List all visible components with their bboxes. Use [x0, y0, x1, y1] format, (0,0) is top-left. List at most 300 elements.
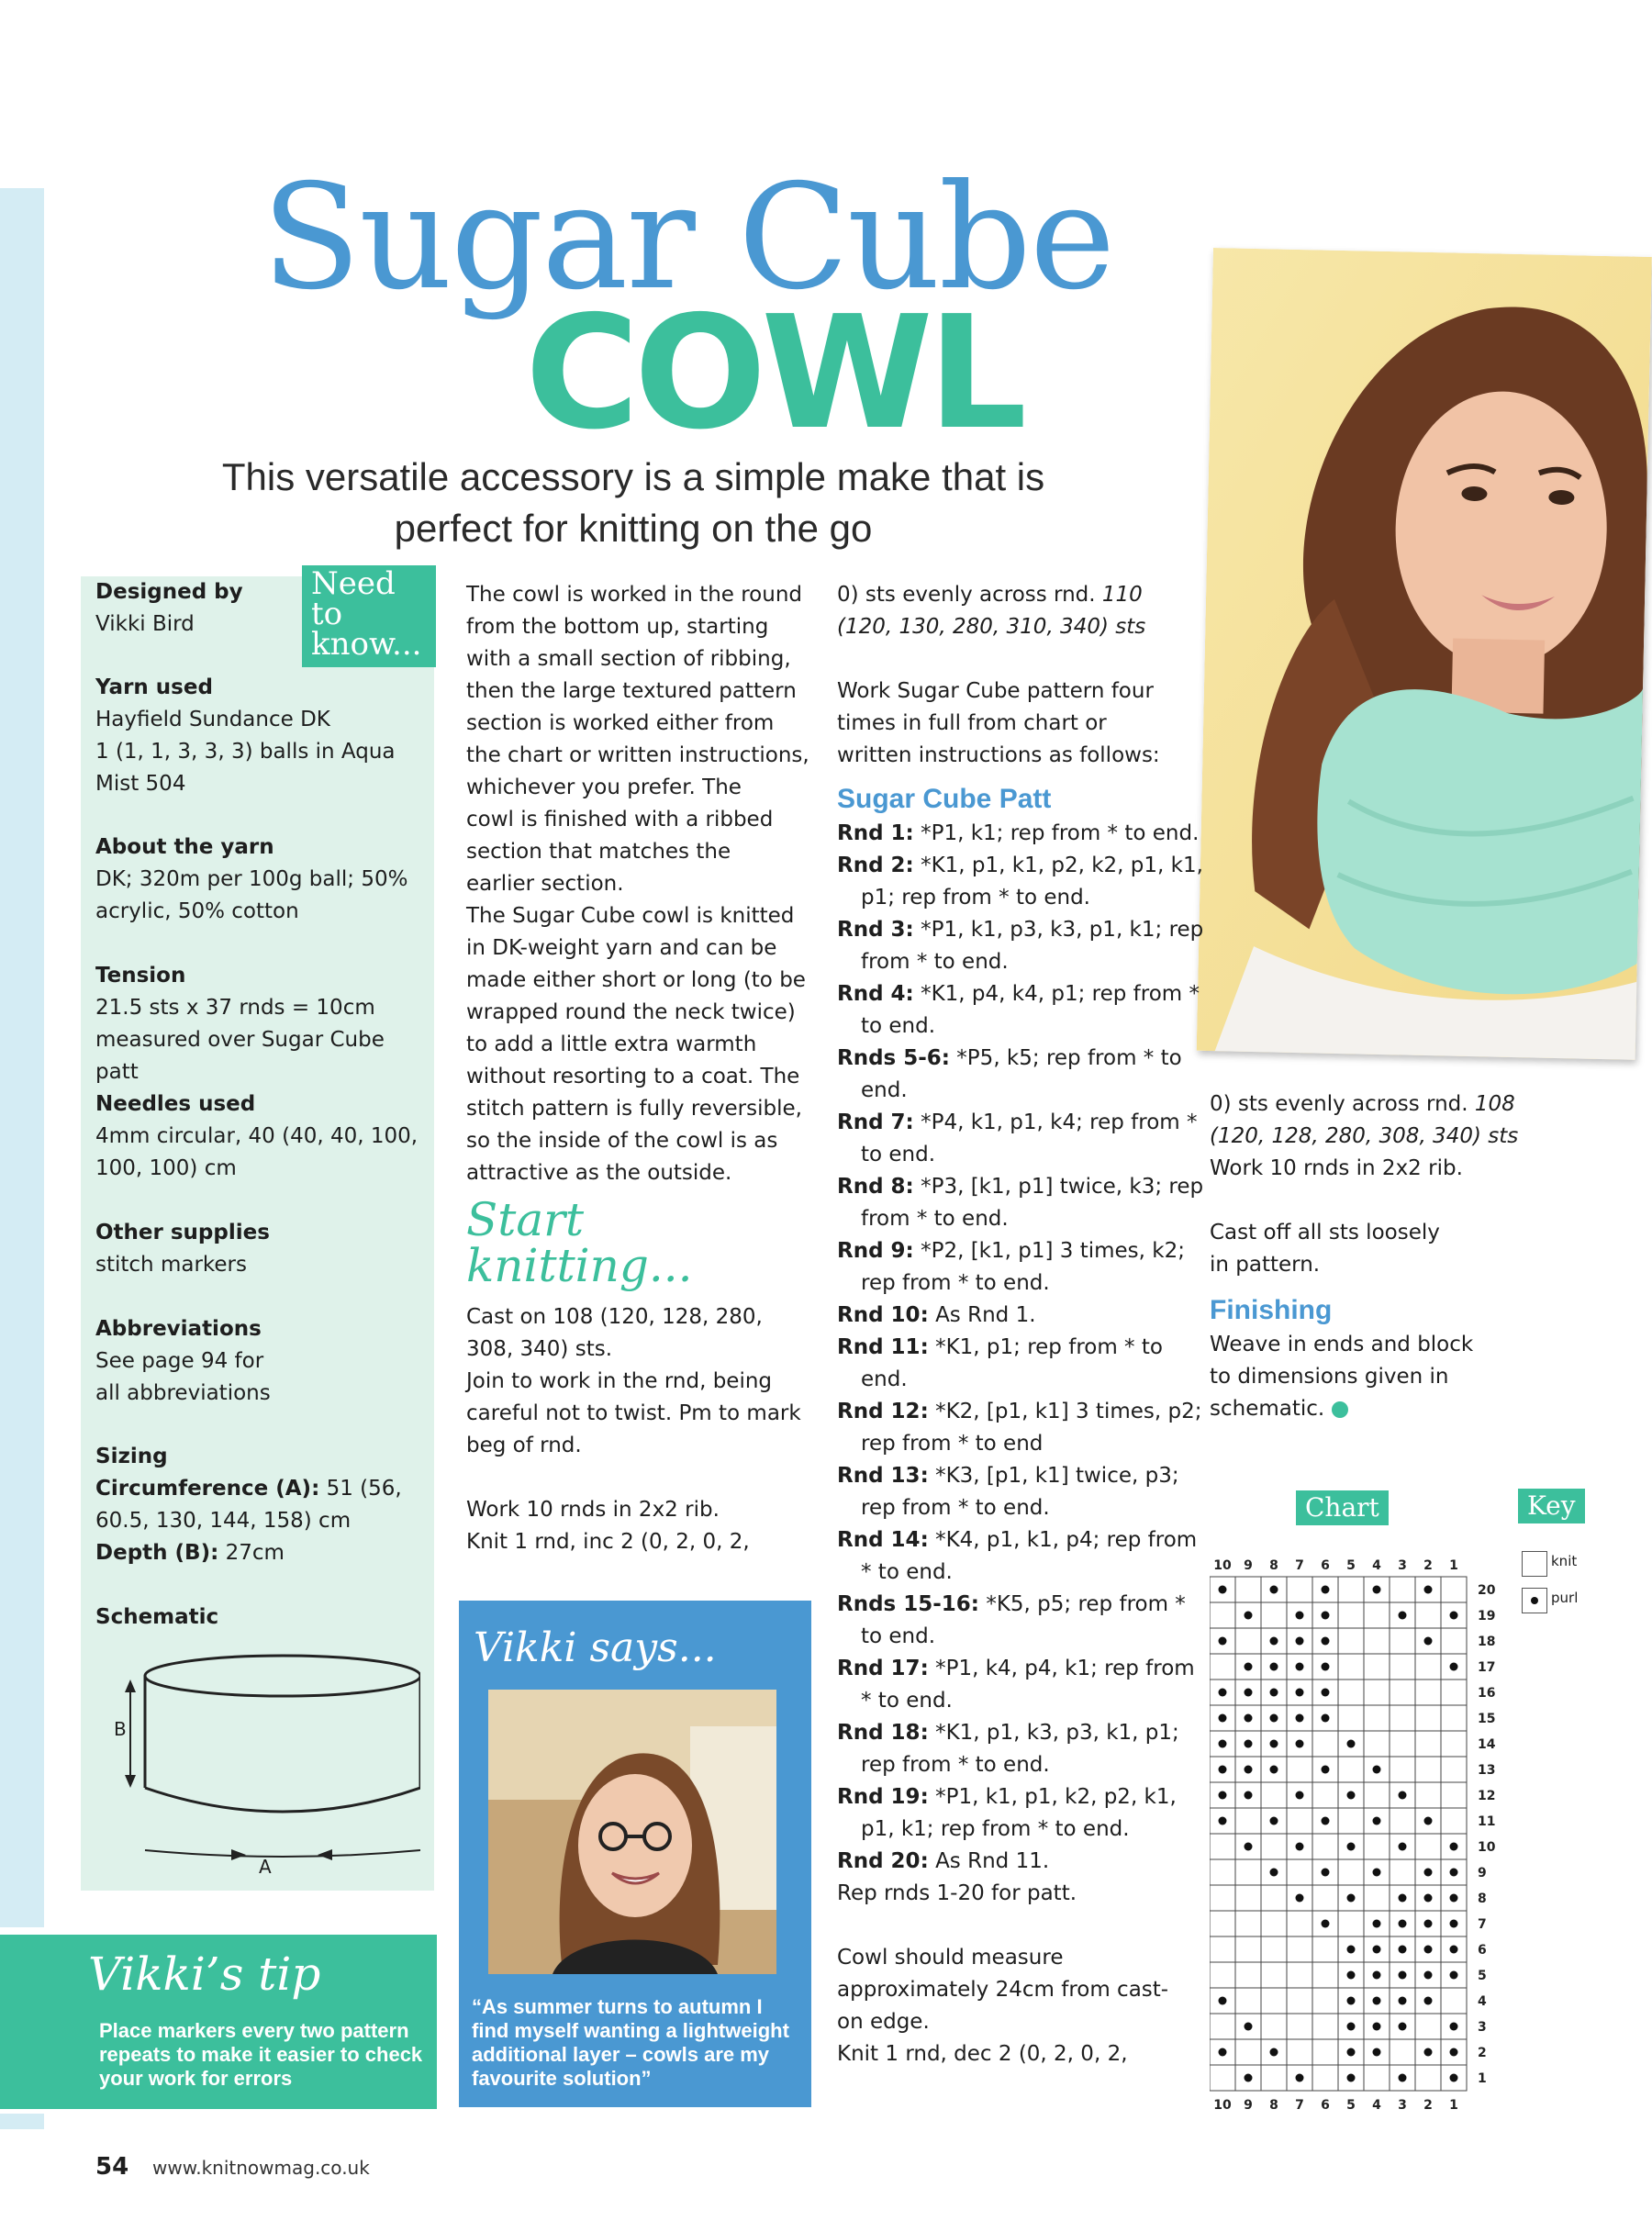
chart-cell — [1287, 1988, 1312, 2014]
start-line: 308, 340) sts. — [466, 1337, 613, 1361]
chart-row-label: 9 — [1478, 1866, 1487, 1880]
key-knit-swatch — [1522, 1551, 1547, 1577]
chart-purl-dot — [1219, 1740, 1227, 1748]
chart-cell — [1235, 1936, 1261, 1962]
chart-label: Chart — [1296, 1490, 1389, 1525]
chart-cell — [1261, 1988, 1287, 2014]
chart-cell — [1235, 1962, 1261, 1988]
chart-purl-dot — [1450, 1946, 1458, 1954]
chart-cell — [1364, 1834, 1390, 1859]
intro-line: The cowl is worked in the round — [466, 583, 803, 607]
chart-col-label-bottom: 3 — [1398, 2098, 1407, 2113]
chart-row-label: 20 — [1478, 1583, 1496, 1598]
chart-purl-dot — [1322, 1817, 1330, 1825]
chart-cell — [1338, 1602, 1364, 1628]
intro-line: wrapped round the neck twice) — [466, 1000, 796, 1024]
chart-cell — [1312, 2039, 1338, 2065]
left-accent-bar-bottom — [0, 2114, 44, 2129]
section-heading: Other supplies — [95, 1221, 270, 1244]
intro-line: the chart or written instructions, — [466, 743, 809, 767]
other-supplies-section — [95, 1217, 426, 1281]
chart-purl-dot — [1450, 1869, 1458, 1877]
chart-purl-dot — [1399, 1791, 1407, 1800]
chart-cell — [1210, 1602, 1235, 1628]
chart-col-label-top: 9 — [1244, 1558, 1253, 1573]
round-instruction — [837, 850, 1204, 914]
finishing-line: Weave in ends and block — [1210, 1333, 1474, 1356]
chart-purl-dot — [1270, 1714, 1278, 1723]
chart-purl-dot — [1296, 1894, 1304, 1903]
section-heading: Sizing — [95, 1445, 168, 1468]
chart-cell — [1390, 1680, 1415, 1705]
chart-purl-dot — [1322, 1869, 1330, 1877]
chart-cell — [1235, 1808, 1261, 1834]
chart-purl-dot — [1296, 1612, 1304, 1620]
chart-col-label-bottom: 2 — [1423, 2098, 1433, 2113]
round-instruction — [837, 1589, 1204, 1653]
section-heading: Yarn used — [95, 675, 213, 699]
chart-purl-dot — [1373, 1946, 1381, 1954]
section-line: 4mm circular, 40 (40, 40, 100, — [95, 1124, 419, 1148]
chart-col-label-top: 2 — [1423, 1558, 1433, 1573]
chart-row-label: 15 — [1478, 1712, 1496, 1726]
measure-line: approximately 24cm from cast- — [837, 1978, 1169, 2002]
chart-cell — [1441, 1577, 1467, 1602]
chart-cell — [1415, 1731, 1441, 1757]
chart-cell — [1390, 1757, 1415, 1782]
round-text: *P2, [k1, p1] 3 times, k2; rep from * to end. — [861, 1239, 1185, 1295]
chart-cell — [1261, 1936, 1287, 1962]
left-accent-bar — [0, 188, 44, 1927]
chart-cell — [1441, 1782, 1467, 1808]
chart-purl-dot — [1373, 1971, 1381, 1980]
round-label: Rnd 4: — [837, 982, 914, 1006]
chart-cell — [1441, 1705, 1467, 1731]
section-heading: Schematic — [95, 1605, 219, 1629]
round-instruction — [837, 1107, 1204, 1171]
chart-cell — [1441, 1757, 1467, 1782]
measure-line: Cowl should measure — [837, 1946, 1064, 1970]
chart-cell — [1210, 1859, 1235, 1885]
chart-purl-dot — [1424, 1920, 1433, 1928]
chart-cell — [1364, 1654, 1390, 1680]
start-line — [466, 1462, 820, 1494]
start-line: Knit 1 rnd, inc 2 (0, 2, 0, 2, — [466, 1530, 750, 1554]
chart-cell — [1415, 1782, 1441, 1808]
chart-purl-dot — [1296, 1791, 1304, 1800]
chart-cell — [1287, 1936, 1312, 1962]
round-label: Rnd 19: — [837, 1785, 929, 1809]
chart-cell — [1312, 1988, 1338, 2014]
round-instruction — [837, 1235, 1204, 1300]
chart-cell — [1390, 1731, 1415, 1757]
round-text: *K1, p1, k1, p2, k2, p1, k1, p1; rep from * to end. — [861, 854, 1203, 910]
chart-purl-dot — [1347, 1894, 1356, 1903]
col4-count: 108 — [1474, 1092, 1515, 1116]
chart-col-label-top: 1 — [1449, 1558, 1458, 1573]
intro-line: cowl is finished with a ribbed — [466, 808, 774, 831]
schematic-section — [95, 1601, 426, 1634]
chart-purl-dot — [1270, 1637, 1278, 1646]
chart-cell — [1364, 1705, 1390, 1731]
col3-top-counts: (120, 130, 280, 310, 340) sts — [837, 615, 1146, 639]
chart-purl-dot — [1219, 1637, 1227, 1646]
vikki-quote: “As summer turns to autumn I find myself wanting a lightweight additional layer – cowls are my favourite solution” — [472, 1995, 789, 2090]
chart-row-label: 7 — [1478, 1917, 1487, 1932]
chart-purl-dot — [1322, 1920, 1330, 1928]
chart-purl-dot — [1424, 1869, 1433, 1877]
need-to-know-panel — [81, 565, 434, 1891]
chart-purl-dot — [1245, 1766, 1253, 1774]
chart-cell — [1210, 1911, 1235, 1936]
round-instruction — [837, 1653, 1204, 1717]
round-instruction — [837, 914, 1204, 978]
round-text: *K2, [p1, k1] 3 times, p2; rep from * to end — [861, 1400, 1202, 1456]
chart-purl-dot — [1322, 1637, 1330, 1646]
intro-line: with a small section of ribbing, — [466, 647, 791, 671]
chart-cell — [1441, 1731, 1467, 1757]
chart-cell — [1364, 1782, 1390, 1808]
intro-column — [466, 579, 820, 1558]
chart-purl-dot — [1450, 1843, 1458, 1851]
intro-line: section is worked either from — [466, 711, 775, 735]
chart-purl-dot — [1270, 1817, 1278, 1825]
start-text — [466, 1301, 820, 1558]
chart-purl-dot — [1219, 1766, 1227, 1774]
section-line: 21.5 sts x 37 rnds = 10cm — [95, 996, 375, 1020]
chart-cell — [1210, 2065, 1235, 2091]
chart-purl-dot — [1450, 2074, 1458, 2082]
chart-purl-dot — [1270, 1689, 1278, 1697]
finishing-line: schematic. — [1210, 1397, 1325, 1421]
chart-cell — [1235, 1885, 1261, 1911]
round-label: Rnd 11: — [837, 1335, 929, 1359]
chart-cell — [1210, 1962, 1235, 1988]
key-knit-label: knit — [1551, 1553, 1578, 1569]
chart-cell — [1261, 1962, 1287, 1988]
chart-cell — [1312, 1936, 1338, 1962]
round-instruction — [837, 1524, 1204, 1589]
chart-cell — [1312, 1885, 1338, 1911]
chart-col-label-top: 3 — [1398, 1558, 1407, 1573]
start-line: beg of rnd. — [466, 1434, 582, 1457]
chart-row-label: 18 — [1478, 1635, 1496, 1649]
vikki-tip-box — [0, 1935, 437, 2109]
chart-cell — [1441, 1628, 1467, 1654]
col3-top-line: 0) sts evenly across rnd. — [837, 583, 1102, 607]
schematic-label-a: A — [259, 1856, 272, 1878]
chart-cell — [1390, 1705, 1415, 1731]
vikki-says-title: Vikki says... — [474, 1624, 717, 1671]
section-heading: Needles used — [95, 1092, 256, 1116]
circumference-label: Circumference (A): — [95, 1477, 320, 1501]
chart-row-label: 11 — [1478, 1814, 1496, 1829]
intro-line: then the large textured pattern — [466, 679, 797, 703]
chart-purl-dot — [1373, 1817, 1381, 1825]
chart-cell — [1287, 1577, 1312, 1602]
chart-cell — [1415, 2014, 1441, 2039]
chart-purl-dot — [1399, 1997, 1407, 2005]
chart-cell — [1287, 1911, 1312, 1936]
chart-row-label: 17 — [1478, 1660, 1496, 1675]
round-text: *K4, p1, k1, p4; rep from * to end. — [861, 1528, 1198, 1584]
chart-purl-dot — [1270, 1586, 1278, 1594]
chart-purl-dot — [1373, 2048, 1381, 2057]
chart-purl-dot — [1347, 1843, 1356, 1851]
key-purl-label: purl — [1551, 1590, 1579, 1606]
chart-purl-dot — [1296, 2074, 1304, 2082]
chart-purl-dot — [1373, 1997, 1381, 2005]
measure-line: Knit 1 rnd, dec 2 (0, 2, 0, 2, — [837, 2042, 1128, 2066]
intro-line: from the bottom up, starting — [466, 615, 769, 639]
chart-cell — [1364, 2065, 1390, 2091]
chart-row-label: 5 — [1478, 1969, 1487, 1983]
round-label: Rnd 8: — [837, 1175, 914, 1199]
chart-cell — [1312, 1834, 1338, 1859]
chart-purl-dot — [1270, 1766, 1278, 1774]
chart-purl-dot — [1424, 1817, 1433, 1825]
chart-cell — [1364, 1885, 1390, 1911]
chart-purl-dot — [1450, 1612, 1458, 1620]
chart-col-label-bottom: 6 — [1321, 2098, 1330, 2113]
yarn-used-section — [95, 672, 426, 800]
chart-cell — [1287, 2014, 1312, 2039]
chart-cell — [1261, 1782, 1287, 1808]
round-instruction — [837, 978, 1204, 1043]
designed-by-section — [95, 576, 426, 641]
chart-purl-dot — [1424, 1637, 1433, 1646]
chart-purl-dot — [1245, 1714, 1253, 1723]
chart-cell — [1415, 1705, 1441, 1731]
key-label: Key — [1518, 1489, 1585, 1523]
section-line: acrylic, 50% cotton — [95, 899, 299, 923]
chart-purl-dot — [1219, 1791, 1227, 1800]
chart-purl-dot — [1270, 1663, 1278, 1671]
chart-cell — [1390, 1628, 1415, 1654]
work-line: times in full from chart or — [837, 711, 1107, 735]
chart-purl-dot — [1424, 2048, 1433, 2057]
col4-line: 0) sts evenly across rnd. — [1210, 1092, 1475, 1116]
chart-row-label: 10 — [1478, 1840, 1496, 1855]
chart-purl-dot — [1399, 1971, 1407, 1980]
chart-cell — [1390, 1577, 1415, 1602]
model-photo-illustration — [1197, 248, 1652, 1060]
chart-cell — [1441, 1988, 1467, 2014]
chart-purl-dot — [1245, 1689, 1253, 1697]
chart-cell — [1338, 1705, 1364, 1731]
chart-cell — [1364, 1628, 1390, 1654]
round-instruction — [837, 1396, 1204, 1460]
chart-cell — [1415, 1834, 1441, 1859]
round-label: Rnds 5-6: — [837, 1046, 950, 1070]
circumference-value: 51 (56, — [319, 1477, 402, 1501]
chart-row-label: 14 — [1478, 1737, 1496, 1752]
chart-purl-dot — [1399, 2023, 1407, 2031]
sugar-cube-patt-heading: Sugar Cube Patt — [837, 784, 1052, 814]
chart-purl-dot — [1399, 1946, 1407, 1954]
chart-purl-dot — [1347, 2048, 1356, 2057]
chart-cell — [1415, 2065, 1441, 2091]
chart-purl-dot — [1450, 2023, 1458, 2031]
chart-cell — [1261, 1602, 1287, 1628]
chart-purl-dot — [1347, 1971, 1356, 1980]
round-instruction — [837, 1846, 1204, 1878]
pattern-column — [837, 579, 1204, 2070]
round-instruction — [837, 818, 1204, 850]
chart-purl-dot — [1296, 1663, 1304, 1671]
chart-purl-dot — [1322, 1714, 1330, 1723]
round-text: *K1, p4, k4, p1; rep from * to end. — [861, 982, 1200, 1038]
chart-purl-dot — [1245, 1740, 1253, 1748]
chart-cell — [1338, 1680, 1364, 1705]
work-line: written instructions as follows: — [837, 743, 1160, 767]
start-knitting-heading: Start knitting... — [466, 1193, 693, 1292]
intro-line: in DK-weight yarn and can be — [466, 936, 777, 960]
chart-cell — [1312, 2014, 1338, 2039]
chart-purl-dot — [1296, 1843, 1304, 1851]
chart-cell — [1364, 1680, 1390, 1705]
chart-purl-dot — [1270, 1740, 1278, 1748]
round-text: As Rnd 11. — [928, 1849, 1050, 1873]
chart-purl-dot — [1347, 1997, 1356, 2005]
chart-cell — [1261, 2014, 1287, 2039]
round-instruction — [837, 1043, 1204, 1107]
chart-purl-dot — [1296, 1689, 1304, 1697]
round-label: Rnd 7: — [837, 1110, 914, 1134]
round-label: Rnd 13: — [837, 1464, 929, 1488]
intro-line: without resorting to a coat. The — [466, 1065, 800, 1088]
chart-purl-dot — [1245, 1791, 1253, 1800]
chart-cell — [1210, 1654, 1235, 1680]
chart-cell — [1390, 2039, 1415, 2065]
chart-cell — [1235, 2039, 1261, 2065]
chart-cell — [1390, 1808, 1415, 1834]
chart-purl-dot — [1373, 1766, 1381, 1774]
chart-cell — [1235, 1628, 1261, 1654]
chart-purl-dot — [1347, 2023, 1356, 2031]
chart-col-label-top: 8 — [1269, 1558, 1278, 1573]
chart-col-label-bottom: 9 — [1244, 2098, 1253, 2113]
work-line: Work Sugar Cube pattern four — [837, 679, 1154, 703]
chart-purl-dot — [1424, 1946, 1433, 1954]
schematic-label-b: B — [114, 1718, 127, 1740]
chart-cell — [1338, 1628, 1364, 1654]
section-line: Vikki Bird — [95, 612, 195, 636]
round-text: *K3, [p1, k1] twice, p3; rep from * to end. — [861, 1464, 1179, 1520]
chart-col-label-top: 5 — [1346, 1558, 1356, 1573]
chart-purl-dot — [1399, 1843, 1407, 1851]
chart-cell — [1441, 1808, 1467, 1834]
chart-cell — [1338, 1757, 1364, 1782]
round-text: *P4, k1, p1, k4; rep from * to end. — [861, 1110, 1198, 1166]
round-instruction — [837, 1717, 1204, 1781]
chart-cell — [1312, 1782, 1338, 1808]
chart-cell — [1415, 1680, 1441, 1705]
round-text: *K1, p1, k3, p3, k1, p1; rep from * to end. — [861, 1721, 1179, 1777]
start-line: Cast on 108 (120, 128, 280, — [466, 1305, 763, 1329]
chart-purl-dot — [1296, 1740, 1304, 1748]
chart-purl-dot — [1270, 2048, 1278, 2057]
chart-purl-dot — [1373, 1586, 1381, 1594]
section-heading: Designed by — [95, 580, 243, 604]
section-line: all abbreviations — [95, 1381, 271, 1405]
chart-purl-dot — [1347, 1740, 1356, 1748]
section-line: Mist 504 — [95, 772, 186, 796]
col4-counts: (120, 128, 280, 308, 340) sts — [1210, 1124, 1519, 1148]
schematic-diagram — [108, 1643, 420, 1872]
chart-row-label: 19 — [1478, 1609, 1496, 1624]
chart-purl-dot — [1399, 1612, 1407, 1620]
designer-photo — [488, 1690, 776, 1974]
intro-line: whichever you prefer. The — [466, 776, 742, 799]
section-line: 100, 100) cm — [95, 1156, 237, 1180]
start-line: careful not to twist. Pm to mark — [466, 1401, 801, 1425]
vikki-says-box — [459, 1601, 811, 2107]
subtitle: This versatile accessory is a simple make that is perfect for knitting on the go — [221, 455, 1045, 550]
intro-line: The Sugar Cube cowl is knitted — [466, 904, 795, 928]
chart-purl-dot — [1347, 2074, 1356, 2082]
chart-purl-dot — [1245, 1663, 1253, 1671]
vikki-tip-body: Place markers every two pattern repeats to make it easier to check your work for errors — [99, 2019, 423, 2090]
chart-purl-dot — [1373, 2023, 1381, 2031]
chart-cell — [1287, 1808, 1312, 1834]
chart-purl-dot — [1347, 1946, 1356, 1954]
intro-line: stitch pattern is fully reversible, — [466, 1097, 802, 1121]
chart-col-label-top: 4 — [1372, 1558, 1381, 1573]
end-mark-icon — [1332, 1401, 1348, 1418]
chart-cell — [1261, 1885, 1287, 1911]
round-text: As Rnd 1. — [928, 1303, 1036, 1327]
round-text: *K5, p5; rep from * to end. — [861, 1592, 1186, 1648]
section-heading: Tension — [95, 964, 186, 988]
intro-line: section that matches the — [466, 840, 731, 864]
section-line: See page 94 for — [95, 1349, 264, 1373]
chart-cell — [1312, 2065, 1338, 2091]
title-line-1: Sugar Cube — [262, 153, 1114, 322]
round-text: *P1, k1, p1, k2, p2, k1, p1, k1; rep from * to end. — [861, 1785, 1177, 1841]
chart-col-label-top: 6 — [1321, 1558, 1330, 1573]
chart-cell — [1210, 2014, 1235, 2039]
abbreviations-section — [95, 1313, 426, 1410]
need-to-know-badge: Need to know... — [302, 565, 436, 667]
chart-cell — [1338, 1654, 1364, 1680]
chart-purl-dot — [1424, 1971, 1433, 1980]
chart-row-label: 12 — [1478, 1789, 1496, 1803]
chart-purl-dot — [1373, 1869, 1381, 1877]
chart-cell — [1287, 1757, 1312, 1782]
chart-cell — [1312, 1731, 1338, 1757]
chart-row-label: 16 — [1478, 1686, 1496, 1701]
depth-value: 27cm — [218, 1541, 285, 1565]
chart-row-label: 2 — [1478, 2046, 1487, 2060]
chart-row-label: 1 — [1478, 2071, 1487, 2086]
round-label: Rnd 3: — [837, 918, 914, 942]
chart-row-label: 8 — [1478, 1892, 1487, 1906]
round-label: Rnd 14: — [837, 1528, 929, 1552]
chart-purl-dot — [1296, 1637, 1304, 1646]
chart-cell — [1287, 2039, 1312, 2065]
chart-cell — [1287, 1859, 1312, 1885]
chart-purl-dot — [1399, 1894, 1407, 1903]
round-label: Rnd 12: — [837, 1400, 929, 1423]
round-instruction — [837, 1171, 1204, 1235]
round-label: Rnd 9: — [837, 1239, 914, 1263]
chart-purl-dot — [1322, 1689, 1330, 1697]
about-yarn-section — [95, 831, 426, 928]
chart-cell — [1415, 1654, 1441, 1680]
chart-cell — [1415, 1757, 1441, 1782]
cast-off-line: in pattern. — [1210, 1253, 1321, 1277]
